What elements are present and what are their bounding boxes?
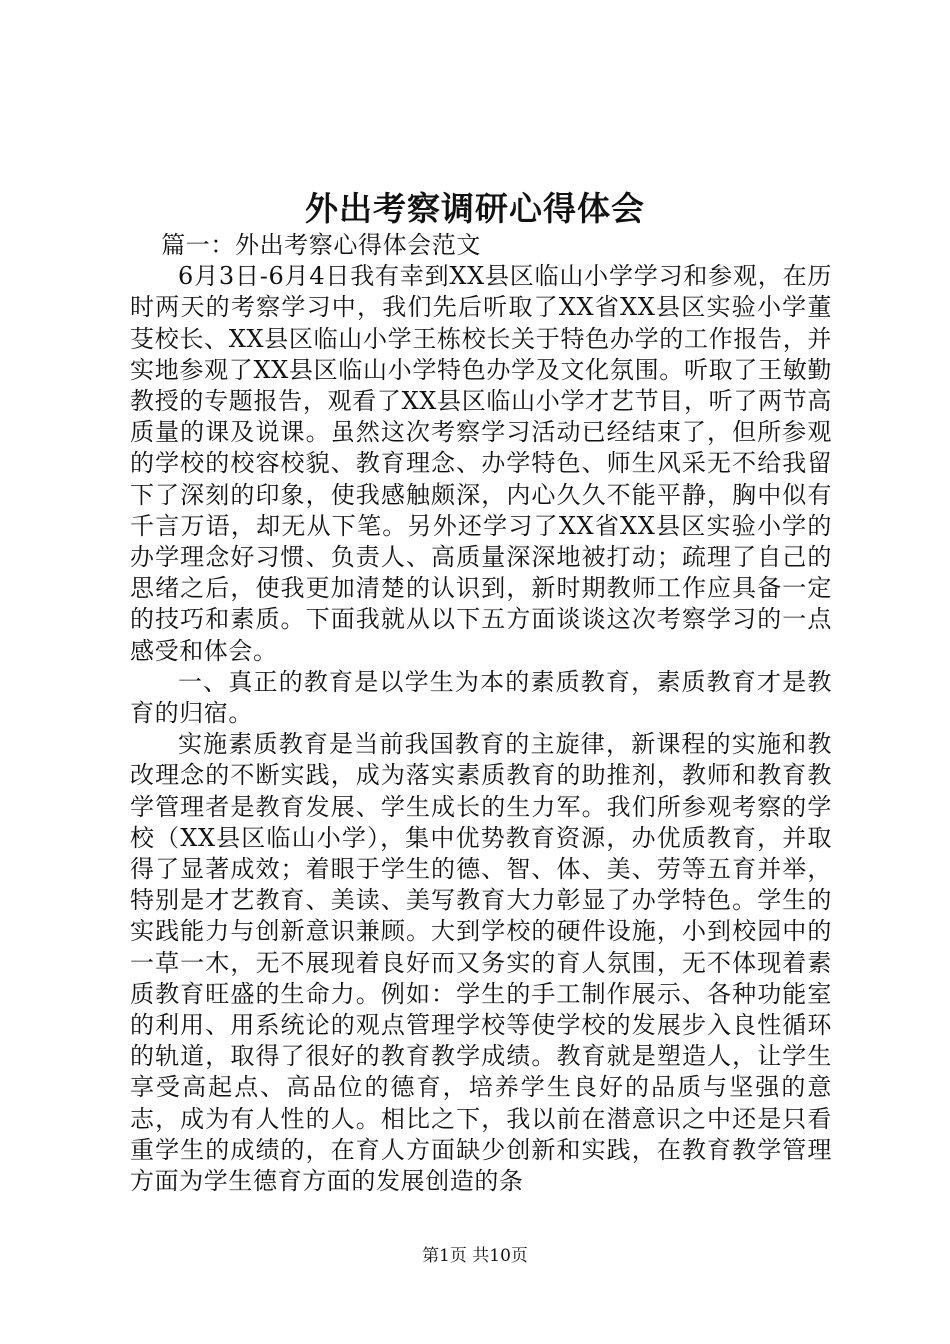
section-subheading: 一、真正的教育是以学生为本的素质教育，素质教育才是教育的归宿。 (130, 667, 832, 728)
document-body (130, 230, 832, 1197)
document-title: 外出考察调研心得体会 (305, 189, 645, 228)
section-heading: 篇一：外出考察心得体会范文 (161, 231, 481, 259)
body-paragraph: 实施素质教育是当前我国教育的主旋律，新课程的实施和教改理念的不断实践，成为落实素质教育的助推剂，教师和教育教学管理者是教育发展、学生成长的生力军。我们所参观考察的学校（XX县区临山小学），集中优势教育资源，办优质教育，并取得了显著成效；着眼于学生的德、智、体、美、劳等五育并举，特别是才艺教育、美读、美写教育大力彰显了办学特色。学生的实践能力与创新意识兼顾。大到学校的硬件设施，小到校园中的一草一木，无不展现着良好而又务实的育人氛围，无不体现着素质教育旺盛的生命力。例如：学生的手工制作展示、各种功能室的利用、用系统论的观点管理学校等使学校的发展步入良性循环的轨道，取得了很好的教育教学成绩。教育就是塑造人，让学生享受高起点、高品位的德育，培养学生良好的品质与坚强的意志，成为有人性的人。相比之下，我以前在潜意识之中还是只看重学生的成绩的，在育人方面缺少创新和实践，在教育教学管理方面为学生德育方面的发展创造的条 (130, 730, 832, 1196)
body-paragraph: 6月3日-6月4日我有幸到XX县区临山小学学习和参观，在历时两天的考察学习中，我们先后听取了XX省XX县区实验小学董芟校长、XX县区临山小学王栋校长关于特色办学的工作报告，并实地参观了XX县区临山小学特色办学及文化氛围。听取了王敏勤教授的专题报告，观看了XX县区临山小学才艺节目，听了两节高质量的课及说课。虽然这次考察学习活动已经结束了，但所参观的学校的校容校貌、教育理念、办学特色、师生风采无不给我留下了深刻的印象，使我感触颇深，内心久久不能平静，胸中似有千言万语，却无从下笔。另外还学习了XX省XX县区实验小学的办学理念好习惯、负责人、高质量深深地被打动；疏理了自己的思绪之后，使我更加清楚的认识到，新时期教师工作应具备一定的技巧和素质。下面我就从以下五方面谈谈这次考察学习的一点感受和体会。 (130, 262, 832, 665)
page-footer: 第1页 共10页 (422, 1246, 528, 1266)
